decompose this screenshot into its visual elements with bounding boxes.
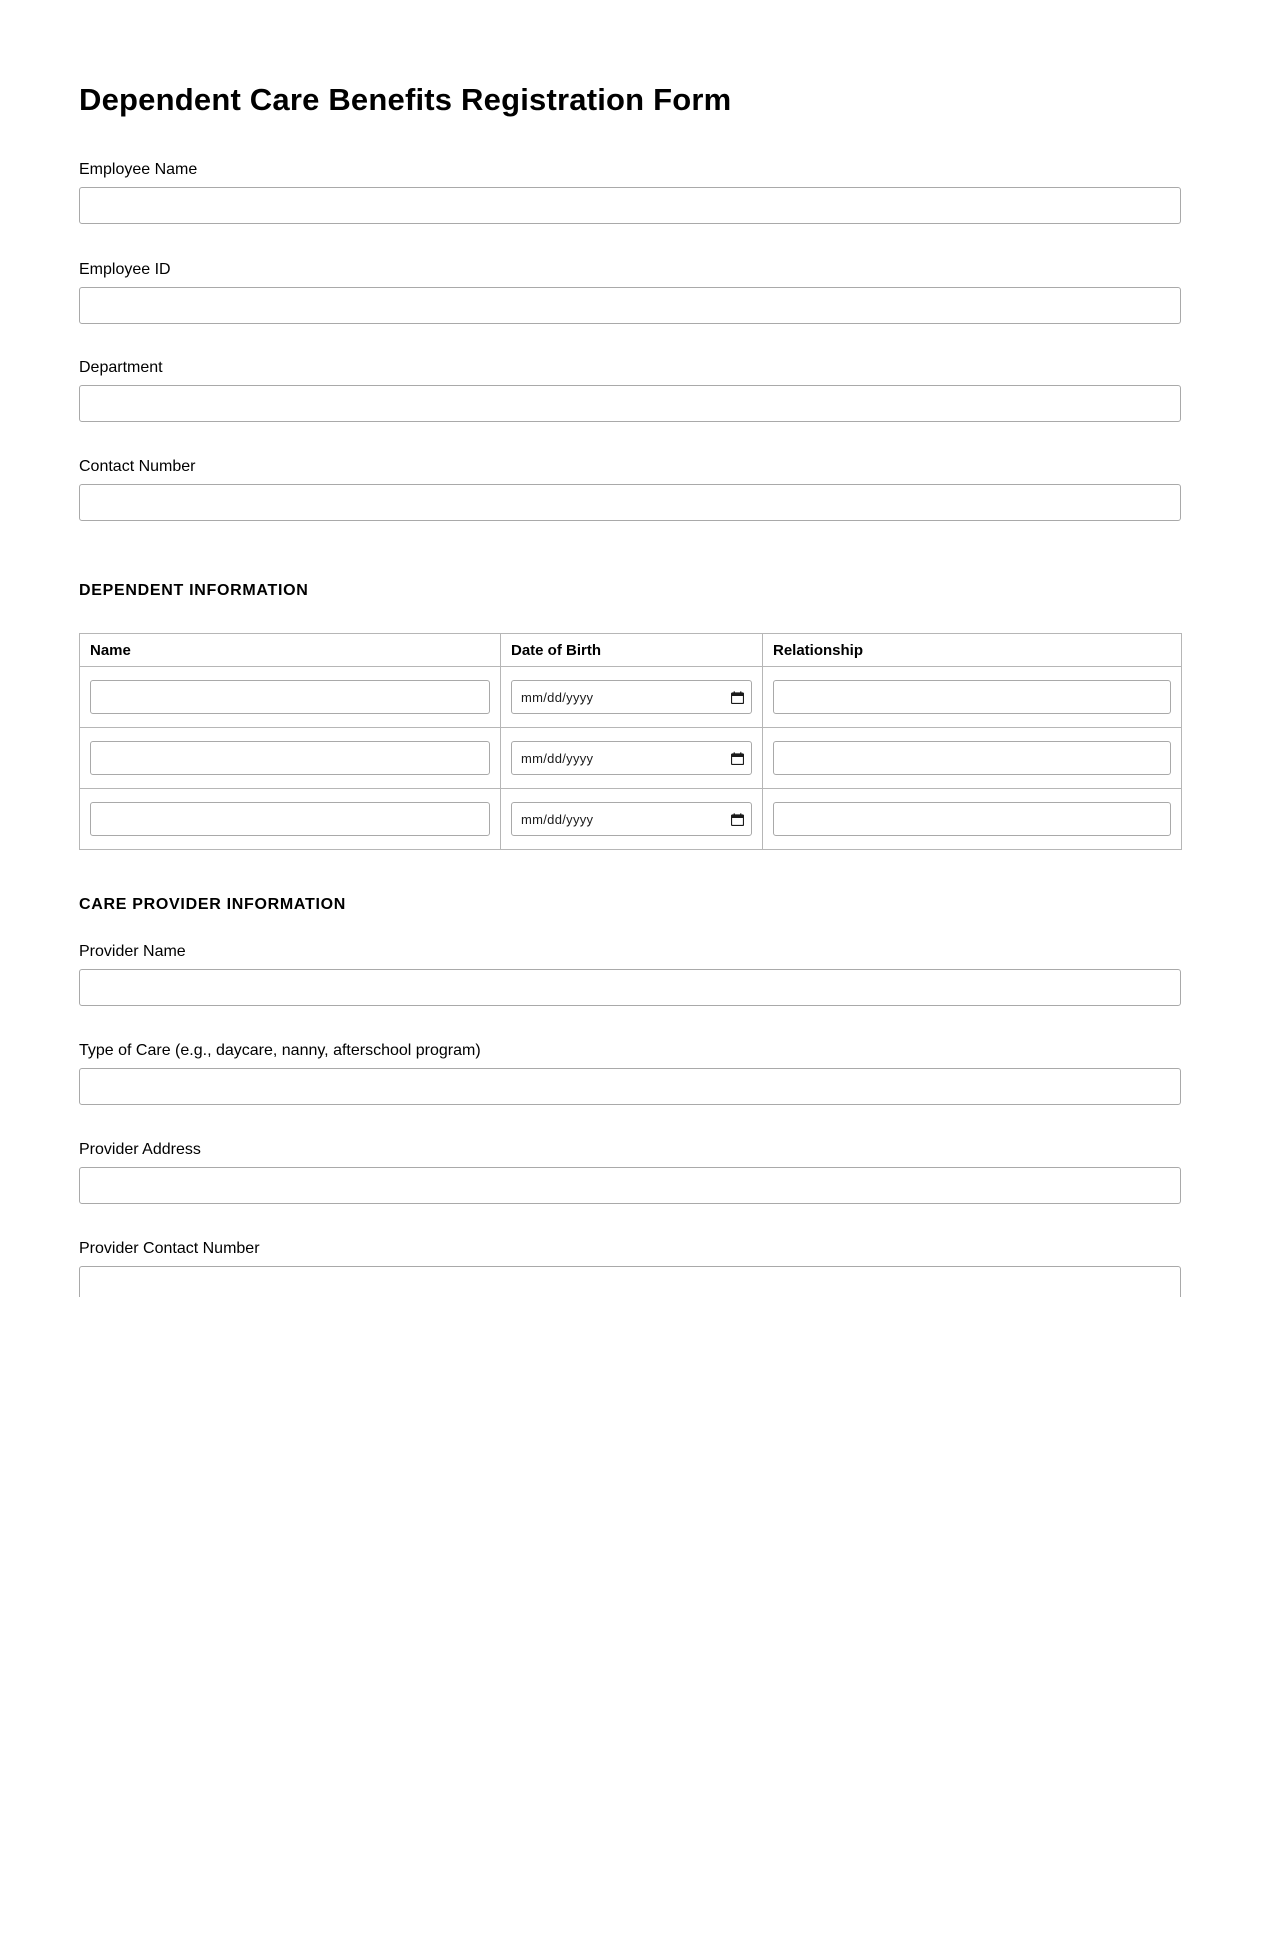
dependent-dob-input-2[interactable] [511,741,752,775]
section-heading-care-provider-information: CARE PROVIDER INFORMATION [79,896,346,913]
cell-dependent-name [80,728,501,789]
calendar-icon[interactable] [731,752,744,765]
provider-address-input[interactable] [79,1167,1181,1204]
page-title: Dependent Care Benefits Registration Form [79,82,732,117]
section-heading-dependent-information: DEPENDENT INFORMATION [79,582,309,599]
cell-dependent-dob [501,728,763,789]
table-header-row [80,634,1182,667]
label-provider-name: Provider Name [79,943,186,960]
dependent-information-table-wrap [79,633,1181,850]
employee-id-input[interactable] [79,287,1181,324]
cell-dependent-relationship [763,728,1182,789]
field-employee-name [79,160,1181,224]
provider-contact-number-input[interactable] [79,1266,1181,1297]
calendar-icon[interactable] [731,691,744,704]
dependent-information-table [79,633,1182,850]
field-contact-number [79,457,1181,521]
label-employee-name: Employee Name [79,161,198,178]
column-header-date-of-birth: Date of Birth [501,634,763,667]
table-row [80,728,1182,789]
field-department [79,358,1181,422]
label-contact-number: Contact Number [79,458,196,475]
date-placeholder-text: mm/dd/yyyy [521,689,594,705]
label-type-of-care: Type of Care (e.g., daycare, nanny, afterschool program) [79,1042,481,1059]
label-employee-id: Employee ID [79,261,171,278]
provider-name-input[interactable] [79,969,1181,1006]
dependent-name-input-2[interactable] [90,741,490,775]
page-blank-area [0,1297,1263,1960]
field-provider-address [79,1140,1181,1204]
cell-dependent-dob [501,789,763,850]
dependent-relationship-input-3[interactable] [773,802,1171,836]
cell-dependent-relationship [763,667,1182,728]
label-department: Department [79,359,163,376]
cell-dependent-name [80,789,501,850]
dependent-name-input-1[interactable] [90,680,490,714]
field-provider-contact-number [79,1239,1181,1297]
date-placeholder-text: mm/dd/yyyy [521,750,594,766]
department-input[interactable] [79,385,1181,422]
type-of-care-input[interactable] [79,1068,1181,1105]
calendar-icon[interactable] [731,813,744,826]
label-provider-address: Provider Address [79,1141,201,1158]
field-provider-name [79,942,1181,1006]
dependent-dob-input-1[interactable] [511,680,752,714]
label-provider-contact-number: Provider Contact Number [79,1240,260,1257]
cell-dependent-relationship [763,789,1182,850]
table-row [80,667,1182,728]
dependent-relationship-input-1[interactable] [773,680,1171,714]
field-employee-id [79,260,1181,324]
dependent-relationship-input-2[interactable] [773,741,1171,775]
field-type-of-care [79,1041,1181,1105]
cell-dependent-name [80,667,501,728]
cell-dependent-dob [501,667,763,728]
contact-number-input[interactable] [79,484,1181,521]
dependent-name-input-3[interactable] [90,802,490,836]
column-header-relationship: Relationship [763,634,1182,667]
column-header-name: Name [80,634,501,667]
date-placeholder-text: mm/dd/yyyy [521,811,594,827]
table-row [80,789,1182,850]
dependent-dob-input-3[interactable] [511,802,752,836]
employee-name-input[interactable] [79,187,1181,224]
